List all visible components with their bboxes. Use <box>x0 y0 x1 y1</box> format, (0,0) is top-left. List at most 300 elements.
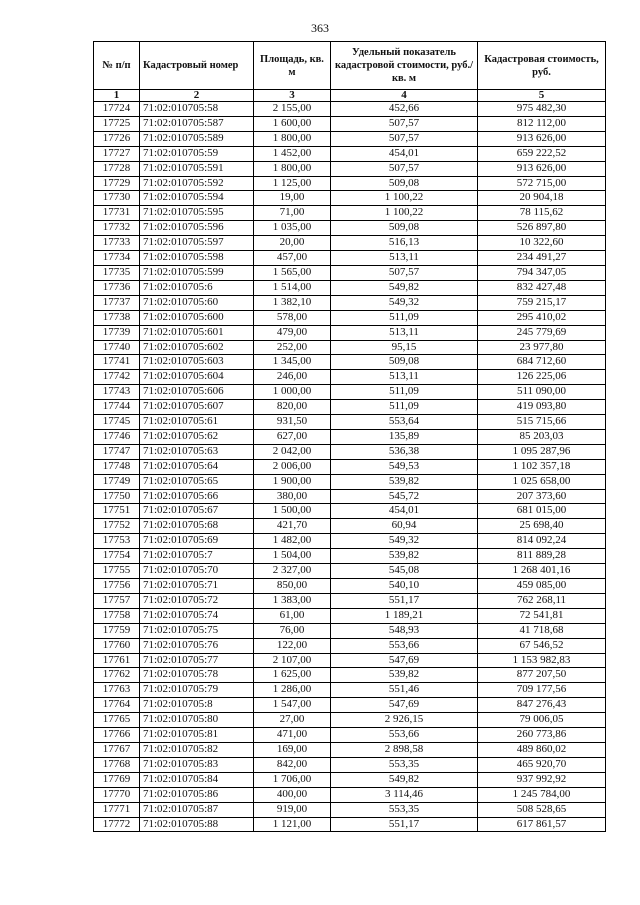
unit-value-cell: 452,66 <box>331 102 478 117</box>
cadastral-number-cell: 71:02:010705:76 <box>140 638 254 653</box>
header-row <box>94 42 606 90</box>
row-number-cell: 17751 <box>94 504 140 519</box>
cadastral-value-cell: 295 410,02 <box>478 310 606 325</box>
unit-value-cell: 454,01 <box>331 504 478 519</box>
cadastral-number-cell: 71:02:010705:595 <box>140 206 254 221</box>
area-cell: 1 800,00 <box>254 131 331 146</box>
cadastral-value-cell: 72 541,81 <box>478 608 606 623</box>
unit-value-cell: 509,08 <box>331 176 478 191</box>
column-number: 3 <box>254 90 331 102</box>
cadastral-number-cell: 71:02:010705:6 <box>140 280 254 295</box>
area-cell: 27,00 <box>254 713 331 728</box>
area-cell: 1 125,00 <box>254 176 331 191</box>
header-cadastral-number: Кадастровый номер <box>140 42 254 90</box>
table-row <box>94 713 606 728</box>
row-number-cell: 17742 <box>94 370 140 385</box>
cadastral-number-cell: 71:02:010705:600 <box>140 310 254 325</box>
cadastral-value-cell: 572 715,00 <box>478 176 606 191</box>
area-cell: 850,00 <box>254 579 331 594</box>
cadastral-value-cell: 465 920,70 <box>478 757 606 772</box>
row-number-cell: 17744 <box>94 400 140 415</box>
row-number-cell: 17757 <box>94 593 140 608</box>
table-row <box>94 698 606 713</box>
row-number-cell: 17747 <box>94 444 140 459</box>
area-cell: 1 800,00 <box>254 161 331 176</box>
row-number-cell: 17768 <box>94 757 140 772</box>
table-row <box>94 221 606 236</box>
unit-value-cell: 95,15 <box>331 340 478 355</box>
unit-value-cell: 551,17 <box>331 817 478 832</box>
row-number-cell: 17754 <box>94 549 140 564</box>
cadastral-number-cell: 71:02:010705:82 <box>140 742 254 757</box>
table-row <box>94 608 606 623</box>
cadastral-number-cell: 71:02:010705:598 <box>140 251 254 266</box>
cadastral-value-cell: 913 626,00 <box>478 161 606 176</box>
page-number: 363 <box>311 21 329 35</box>
row-number-cell: 17756 <box>94 579 140 594</box>
table-row <box>94 802 606 817</box>
header-row-number: № п/п <box>94 42 140 90</box>
row-number-cell: 17753 <box>94 534 140 549</box>
row-number-cell: 17739 <box>94 325 140 340</box>
cadastral-number-cell: 71:02:010705:64 <box>140 459 254 474</box>
row-number-cell: 17729 <box>94 176 140 191</box>
cadastral-number-cell: 71:02:010705:587 <box>140 116 254 131</box>
cadastral-number-cell: 71:02:010705:591 <box>140 161 254 176</box>
row-number-cell: 17749 <box>94 474 140 489</box>
row-number-cell: 17732 <box>94 221 140 236</box>
row-number-cell: 17730 <box>94 191 140 206</box>
column-number-row <box>94 90 606 102</box>
cadastral-number-cell: 71:02:010705:61 <box>140 415 254 430</box>
cadastral-number-cell: 71:02:010705:604 <box>140 370 254 385</box>
table-row <box>94 370 606 385</box>
cadastral-value-cell: 659 222,52 <box>478 146 606 161</box>
unit-value-cell: 507,57 <box>331 161 478 176</box>
unit-value-cell: 513,11 <box>331 325 478 340</box>
cadastral-value-cell: 1 095 287,96 <box>478 444 606 459</box>
cadastral-number-cell: 71:02:010705:594 <box>140 191 254 206</box>
area-cell: 627,00 <box>254 429 331 444</box>
unit-value-cell: 549,32 <box>331 295 478 310</box>
unit-value-cell: 507,57 <box>331 265 478 280</box>
unit-value-cell: 60,94 <box>331 519 478 534</box>
cadastral-value-cell: 85 203,03 <box>478 429 606 444</box>
area-cell: 2 327,00 <box>254 564 331 579</box>
area-cell: 1 286,00 <box>254 683 331 698</box>
cadastral-number-cell: 71:02:010705:72 <box>140 593 254 608</box>
cadastral-number-cell: 71:02:010705:63 <box>140 444 254 459</box>
unit-value-cell: 454,01 <box>331 146 478 161</box>
cadastral-number-cell: 71:02:010705:607 <box>140 400 254 415</box>
row-number-cell: 17746 <box>94 429 140 444</box>
area-cell: 1 504,00 <box>254 549 331 564</box>
table-row <box>94 265 606 280</box>
unit-value-cell: 549,53 <box>331 459 478 474</box>
row-number-cell: 17724 <box>94 102 140 117</box>
area-cell: 1 625,00 <box>254 668 331 683</box>
cadastral-value-cell: 25 698,40 <box>478 519 606 534</box>
cadastral-number-cell: 71:02:010705:88 <box>140 817 254 832</box>
area-cell: 246,00 <box>254 370 331 385</box>
row-number-cell: 17736 <box>94 280 140 295</box>
unit-value-cell: 1 189,21 <box>331 608 478 623</box>
cadastral-value-cell: 419 093,80 <box>478 400 606 415</box>
row-number-cell: 17761 <box>94 653 140 668</box>
table-row <box>94 683 606 698</box>
cadastral-value-cell: 511 090,00 <box>478 385 606 400</box>
unit-value-cell: 545,72 <box>331 489 478 504</box>
cadastral-number-cell: 71:02:010705:69 <box>140 534 254 549</box>
unit-value-cell: 545,08 <box>331 564 478 579</box>
table-row <box>94 459 606 474</box>
cadastral-value-cell: 1 153 982,83 <box>478 653 606 668</box>
cadastral-number-cell: 71:02:010705:70 <box>140 564 254 579</box>
row-number-cell: 17726 <box>94 131 140 146</box>
table-row <box>94 280 606 295</box>
cadastral-value-cell: 10 322,60 <box>478 236 606 251</box>
cadastral-value-cell: 41 718,68 <box>478 623 606 638</box>
cadastral-value-cell: 489 860,02 <box>478 742 606 757</box>
unit-value-cell: 536,38 <box>331 444 478 459</box>
unit-value-cell: 2 926,15 <box>331 713 478 728</box>
row-number-cell: 17743 <box>94 385 140 400</box>
area-cell: 1 345,00 <box>254 355 331 370</box>
unit-value-cell: 513,11 <box>331 251 478 266</box>
table-row <box>94 161 606 176</box>
area-cell: 1 383,00 <box>254 593 331 608</box>
table-row <box>94 400 606 415</box>
table-row <box>94 310 606 325</box>
area-cell: 2 107,00 <box>254 653 331 668</box>
unit-value-cell: 549,82 <box>331 772 478 787</box>
table-row <box>94 340 606 355</box>
area-cell: 919,00 <box>254 802 331 817</box>
cadastral-value-cell: 526 897,80 <box>478 221 606 236</box>
row-number-cell: 17750 <box>94 489 140 504</box>
unit-value-cell: 553,64 <box>331 415 478 430</box>
area-cell: 1 382,10 <box>254 295 331 310</box>
unit-value-cell: 551,17 <box>331 593 478 608</box>
row-number-cell: 17740 <box>94 340 140 355</box>
row-number-cell: 17735 <box>94 265 140 280</box>
area-cell: 1 121,00 <box>254 817 331 832</box>
area-cell: 1 547,00 <box>254 698 331 713</box>
table-row <box>94 295 606 310</box>
row-number-cell: 17737 <box>94 295 140 310</box>
cadastral-number-cell: 71:02:010705:602 <box>140 340 254 355</box>
area-cell: 169,00 <box>254 742 331 757</box>
unit-value-cell: 539,82 <box>331 549 478 564</box>
cadastral-value-cell: 207 373,60 <box>478 489 606 504</box>
cadastral-value-cell: 508 528,65 <box>478 802 606 817</box>
area-cell: 1 500,00 <box>254 504 331 519</box>
area-cell: 20,00 <box>254 236 331 251</box>
cadastral-number-cell: 71:02:010705:68 <box>140 519 254 534</box>
table-row <box>94 534 606 549</box>
table-row <box>94 668 606 683</box>
cadastral-value-cell: 811 889,28 <box>478 549 606 564</box>
unit-value-cell: 553,35 <box>331 802 478 817</box>
cadastral-number-cell: 71:02:010705:8 <box>140 698 254 713</box>
cadastral-number-cell: 71:02:010705:606 <box>140 385 254 400</box>
cadastral-number-cell: 71:02:010705:62 <box>140 429 254 444</box>
cadastral-value-cell: 515 715,66 <box>478 415 606 430</box>
table-row <box>94 236 606 251</box>
table-row <box>94 429 606 444</box>
cadastral-value-cell: 459 085,00 <box>478 579 606 594</box>
unit-value-cell: 509,08 <box>331 221 478 236</box>
table-row <box>94 787 606 802</box>
column-number: 5 <box>478 90 606 102</box>
row-number-cell: 17727 <box>94 146 140 161</box>
table-row <box>94 638 606 653</box>
table-row <box>94 564 606 579</box>
table-body <box>94 102 606 832</box>
cadastral-value-cell: 832 427,48 <box>478 280 606 295</box>
cadastral-value-cell: 260 773,86 <box>478 728 606 743</box>
header-cadastral-value: Кадастровая стоимость, руб. <box>478 42 606 90</box>
table-row <box>94 772 606 787</box>
cadastral-value-cell: 245 779,69 <box>478 325 606 340</box>
unit-value-cell: 539,82 <box>331 668 478 683</box>
unit-value-cell: 551,46 <box>331 683 478 698</box>
area-cell: 578,00 <box>254 310 331 325</box>
table-row <box>94 549 606 564</box>
row-number-cell: 17765 <box>94 713 140 728</box>
row-number-cell: 17760 <box>94 638 140 653</box>
area-cell: 421,70 <box>254 519 331 534</box>
area-cell: 122,00 <box>254 638 331 653</box>
table-row <box>94 653 606 668</box>
cadastral-number-cell: 71:02:010705:79 <box>140 683 254 698</box>
cadastral-value-cell: 617 861,57 <box>478 817 606 832</box>
area-cell: 380,00 <box>254 489 331 504</box>
row-number-cell: 17741 <box>94 355 140 370</box>
cadastral-value-cell: 1 245 784,00 <box>478 787 606 802</box>
cadastral-number-cell: 71:02:010705:78 <box>140 668 254 683</box>
unit-value-cell: 547,69 <box>331 698 478 713</box>
row-number-cell: 17725 <box>94 116 140 131</box>
cadastral-value-cell: 1 025 658,00 <box>478 474 606 489</box>
unit-value-cell: 3 114,46 <box>331 787 478 802</box>
area-cell: 2 042,00 <box>254 444 331 459</box>
row-number-cell: 17734 <box>94 251 140 266</box>
unit-value-cell: 507,57 <box>331 116 478 131</box>
row-number-cell: 17772 <box>94 817 140 832</box>
table-row <box>94 206 606 221</box>
unit-value-cell: 547,69 <box>331 653 478 668</box>
table-row <box>94 474 606 489</box>
area-cell: 76,00 <box>254 623 331 638</box>
area-cell: 842,00 <box>254 757 331 772</box>
area-cell: 1 900,00 <box>254 474 331 489</box>
cadastral-number-cell: 71:02:010705:7 <box>140 549 254 564</box>
table-row <box>94 385 606 400</box>
column-number: 1 <box>94 90 140 102</box>
cadastral-number-cell: 71:02:010705:597 <box>140 236 254 251</box>
cadastral-value-table <box>93 41 606 832</box>
unit-value-cell: 553,66 <box>331 638 478 653</box>
cadastral-number-cell: 71:02:010705:75 <box>140 623 254 638</box>
cadastral-value-cell: 684 712,60 <box>478 355 606 370</box>
unit-value-cell: 511,09 <box>331 385 478 400</box>
cadastral-number-cell: 71:02:010705:589 <box>140 131 254 146</box>
unit-value-cell: 1 100,22 <box>331 191 478 206</box>
unit-value-cell: 553,66 <box>331 728 478 743</box>
unit-value-cell: 549,82 <box>331 280 478 295</box>
row-number-cell: 17759 <box>94 623 140 638</box>
table-row <box>94 415 606 430</box>
table-row <box>94 444 606 459</box>
table-row <box>94 131 606 146</box>
row-number-cell: 17738 <box>94 310 140 325</box>
area-cell: 479,00 <box>254 325 331 340</box>
table-row <box>94 176 606 191</box>
cadastral-number-cell: 71:02:010705:601 <box>140 325 254 340</box>
cadastral-number-cell: 71:02:010705:596 <box>140 221 254 236</box>
row-number-cell: 17770 <box>94 787 140 802</box>
cadastral-number-cell: 71:02:010705:83 <box>140 757 254 772</box>
row-number-cell: 17752 <box>94 519 140 534</box>
cadastral-number-cell: 71:02:010705:60 <box>140 295 254 310</box>
area-cell: 1 000,00 <box>254 385 331 400</box>
cadastral-number-cell: 71:02:010705:58 <box>140 102 254 117</box>
table-row <box>94 742 606 757</box>
unit-value-cell: 513,11 <box>331 370 478 385</box>
unit-value-cell: 2 898,58 <box>331 742 478 757</box>
cadastral-value-cell: 681 015,00 <box>478 504 606 519</box>
area-cell: 1 452,00 <box>254 146 331 161</box>
cadastral-number-cell: 71:02:010705:599 <box>140 265 254 280</box>
cadastral-value-cell: 877 207,50 <box>478 668 606 683</box>
unit-value-cell: 507,57 <box>331 131 478 146</box>
cadastral-value-cell: 67 546,52 <box>478 638 606 653</box>
table-row <box>94 146 606 161</box>
area-cell: 1 035,00 <box>254 221 331 236</box>
cadastral-value-cell: 79 006,05 <box>478 713 606 728</box>
table-row <box>94 579 606 594</box>
unit-value-cell: 1 100,22 <box>331 206 478 221</box>
cadastral-number-cell: 71:02:010705:592 <box>140 176 254 191</box>
table-row <box>94 817 606 832</box>
unit-value-cell: 509,08 <box>331 355 478 370</box>
row-number-cell: 17758 <box>94 608 140 623</box>
table-row <box>94 728 606 743</box>
table-row <box>94 504 606 519</box>
cadastral-value-cell: 913 626,00 <box>478 131 606 146</box>
cadastral-number-cell: 71:02:010705:80 <box>140 713 254 728</box>
cadastral-number-cell: 71:02:010705:59 <box>140 146 254 161</box>
area-cell: 252,00 <box>254 340 331 355</box>
cadastral-value-cell: 234 491,27 <box>478 251 606 266</box>
cadastral-value-cell: 20 904,18 <box>478 191 606 206</box>
unit-value-cell: 511,09 <box>331 400 478 415</box>
table-row <box>94 593 606 608</box>
area-cell: 2 006,00 <box>254 459 331 474</box>
cadastral-value-cell: 126 225,06 <box>478 370 606 385</box>
cadastral-number-cell: 71:02:010705:66 <box>140 489 254 504</box>
area-cell: 1 514,00 <box>254 280 331 295</box>
cadastral-number-cell: 71:02:010705:86 <box>140 787 254 802</box>
table-row <box>94 623 606 638</box>
area-cell: 400,00 <box>254 787 331 802</box>
cadastral-value-cell: 23 977,80 <box>478 340 606 355</box>
unit-value-cell: 135,89 <box>331 429 478 444</box>
unit-value-cell: 539,82 <box>331 474 478 489</box>
area-cell: 71,00 <box>254 206 331 221</box>
area-cell: 1 482,00 <box>254 534 331 549</box>
table-row <box>94 191 606 206</box>
area-cell: 61,00 <box>254 608 331 623</box>
table-row <box>94 325 606 340</box>
cadastral-value-cell: 794 347,05 <box>478 265 606 280</box>
table-row <box>94 251 606 266</box>
column-number: 2 <box>140 90 254 102</box>
table-row <box>94 757 606 772</box>
cadastral-number-cell: 71:02:010705:87 <box>140 802 254 817</box>
table-row <box>94 116 606 131</box>
row-number-cell: 17766 <box>94 728 140 743</box>
cadastral-number-cell: 71:02:010705:71 <box>140 579 254 594</box>
header-unit-value: Удельный показатель кадастровой стоимости, руб./кв. м <box>331 42 478 90</box>
area-cell: 471,00 <box>254 728 331 743</box>
cadastral-value-cell: 709 177,56 <box>478 683 606 698</box>
cadastral-value-cell: 762 268,11 <box>478 593 606 608</box>
row-number-cell: 17755 <box>94 564 140 579</box>
row-number-cell: 17763 <box>94 683 140 698</box>
row-number-cell: 17731 <box>94 206 140 221</box>
cadastral-value-cell: 812 112,00 <box>478 116 606 131</box>
table-row <box>94 355 606 370</box>
cadastral-value-cell: 937 992,92 <box>478 772 606 787</box>
area-cell: 1 565,00 <box>254 265 331 280</box>
unit-value-cell: 540,10 <box>331 579 478 594</box>
area-cell: 457,00 <box>254 251 331 266</box>
cadastral-value-cell: 975 482,30 <box>478 102 606 117</box>
header-area: Площадь, кв. м <box>254 42 331 90</box>
area-cell: 19,00 <box>254 191 331 206</box>
area-cell: 820,00 <box>254 400 331 415</box>
cadastral-value-cell: 847 276,43 <box>478 698 606 713</box>
unit-value-cell: 511,09 <box>331 310 478 325</box>
area-cell: 931,50 <box>254 415 331 430</box>
cadastral-number-cell: 71:02:010705:603 <box>140 355 254 370</box>
table-row <box>94 519 606 534</box>
row-number-cell: 17745 <box>94 415 140 430</box>
row-number-cell: 17771 <box>94 802 140 817</box>
unit-value-cell: 548,93 <box>331 623 478 638</box>
unit-value-cell: 516,13 <box>331 236 478 251</box>
row-number-cell: 17767 <box>94 742 140 757</box>
cadastral-number-cell: 71:02:010705:84 <box>140 772 254 787</box>
cadastral-number-cell: 71:02:010705:81 <box>140 728 254 743</box>
column-number: 4 <box>331 90 478 102</box>
unit-value-cell: 549,32 <box>331 534 478 549</box>
cadastral-value-cell: 814 092,24 <box>478 534 606 549</box>
row-number-cell: 17728 <box>94 161 140 176</box>
cadastral-number-cell: 71:02:010705:67 <box>140 504 254 519</box>
row-number-cell: 17733 <box>94 236 140 251</box>
table-row <box>94 489 606 504</box>
cadastral-number-cell: 71:02:010705:65 <box>140 474 254 489</box>
cadastral-number-cell: 71:02:010705:74 <box>140 608 254 623</box>
row-number-cell: 17769 <box>94 772 140 787</box>
row-number-cell: 17762 <box>94 668 140 683</box>
unit-value-cell: 553,35 <box>331 757 478 772</box>
cadastral-value-cell: 1 268 401,16 <box>478 564 606 579</box>
area-cell: 1 706,00 <box>254 772 331 787</box>
